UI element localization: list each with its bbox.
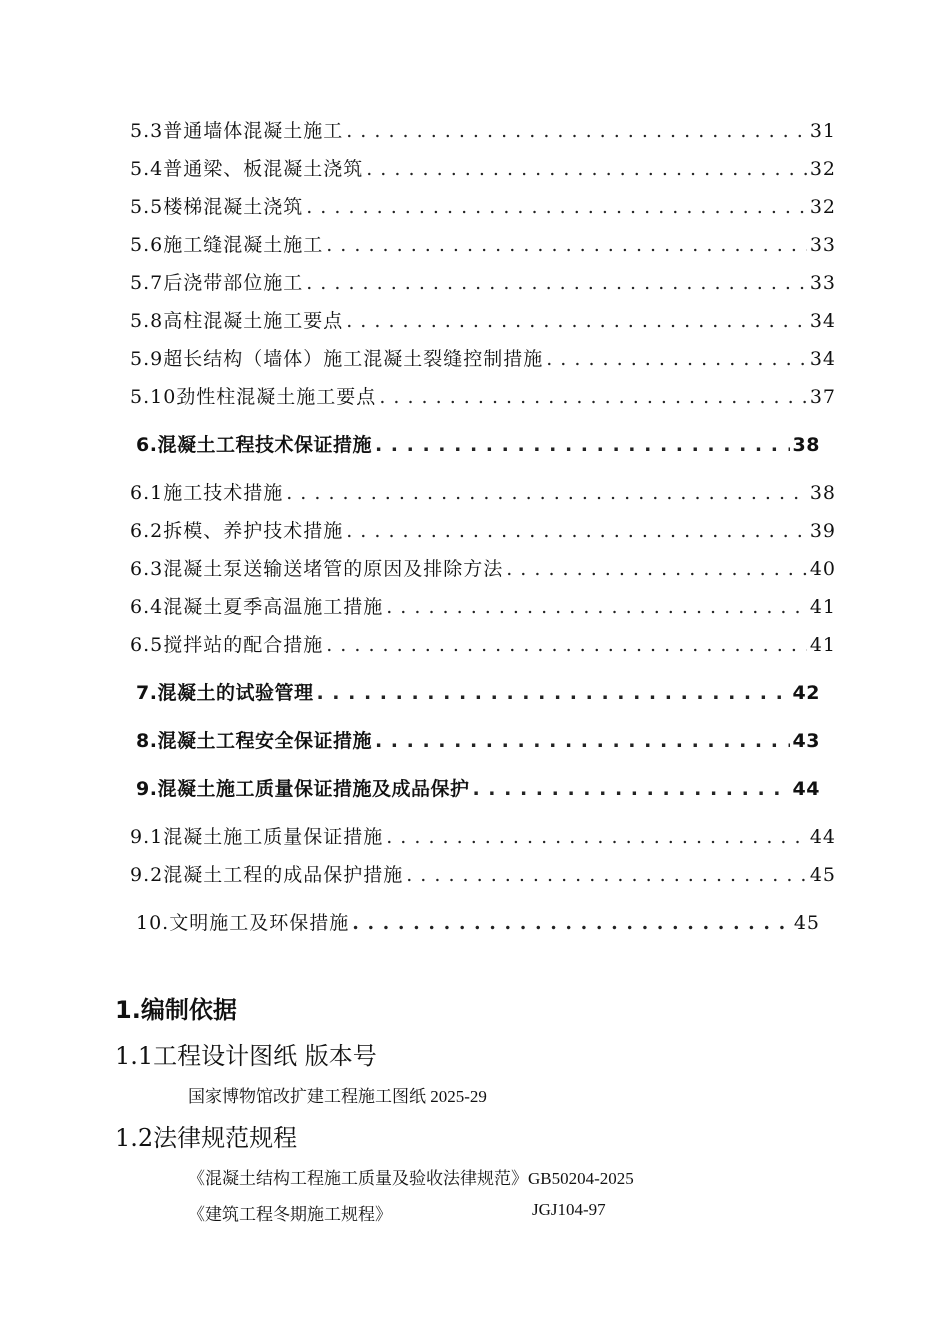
toc-entry[interactable] (130, 116, 836, 143)
toc-leader-dots (375, 434, 790, 456)
toc-entry[interactable] (130, 382, 836, 409)
drawing-reference-line: 国家博物馆改扩建工程施工图纸 2025-29 (188, 1087, 487, 1106)
toc-entry[interactable] (130, 306, 836, 333)
toc-entry[interactable] (130, 822, 836, 849)
toc-leader-dots (286, 482, 807, 504)
toc-entry-page: 42 (792, 682, 820, 704)
toc-entry-page: 45 (793, 912, 820, 934)
toc-leader-dots (386, 596, 807, 618)
toc-entry-page: 33 (809, 234, 836, 256)
toc-leader-dots (326, 234, 807, 256)
toc-leader-dots (386, 826, 807, 848)
toc-leader-dots (346, 520, 807, 542)
toc-entry[interactable] (130, 268, 836, 295)
section-heading-1: 1.编制依据 (115, 996, 237, 1024)
toc-entry-title: 6.混凝土工程技术保证措施 (136, 434, 372, 456)
toc-entry-title: 9.混凝土施工质量保证措施及成品保护 (136, 778, 470, 800)
toc-chapter-entry[interactable] (136, 430, 820, 457)
toc-chapter-entry[interactable] (136, 908, 820, 935)
toc-leader-dots (406, 864, 807, 886)
toc-entry-page: 40 (809, 558, 836, 580)
toc-entry[interactable] (130, 344, 836, 371)
toc-leader-dots (472, 778, 789, 800)
regulation-title: 《混凝土结构工程施工质量及验收法律规范》GB50204-2025 (188, 1169, 634, 1188)
toc-leader-dots (306, 272, 807, 294)
toc-leader-dots (346, 310, 807, 332)
toc-entry-page: 45 (809, 864, 836, 886)
toc-entry-page: 44 (809, 826, 836, 848)
toc-entry-title: 9.2混凝土工程的成品保护措施 (130, 864, 404, 886)
toc-entry-page: 34 (809, 348, 836, 370)
toc-entry-page: 41 (809, 596, 836, 618)
toc-entry[interactable] (130, 230, 836, 257)
toc-entry-title: 5.5楼梯混凝土浇筑 (130, 196, 304, 218)
subsection-heading-1-2: 1.2法律规范规程 (115, 1124, 298, 1152)
toc-entry-page: 31 (809, 120, 836, 142)
regulation-code: JGJ104-97 (532, 1200, 606, 1219)
toc-leader-dots (326, 634, 807, 656)
toc-entry-title: 8.混凝土工程安全保证措施 (136, 730, 372, 752)
toc-entry[interactable] (130, 554, 836, 581)
toc-entry-title: 6.5搅拌站的配合措施 (130, 634, 324, 656)
toc-entry[interactable] (130, 192, 836, 219)
toc-leader-dots (506, 558, 807, 580)
toc-entry[interactable] (130, 516, 836, 543)
subsection-heading-1-1: 1.1工程设计图纸 版本号 (115, 1042, 377, 1070)
toc-entry[interactable] (130, 860, 836, 887)
toc-leader-dots (546, 348, 807, 370)
toc-entry-title: 9.1混凝土施工质量保证措施 (130, 826, 384, 848)
toc-entry-page: 41 (809, 634, 836, 656)
toc-entry-title: 7.混凝土的试验管理 (136, 682, 314, 704)
toc-entry-title: 6.4混凝土夏季高温施工措施 (130, 596, 384, 618)
toc-entry-page: 32 (809, 158, 836, 180)
toc-entry-title: 5.10劲性柱混凝土施工要点 (130, 386, 377, 408)
toc-entry-page: 38 (809, 482, 836, 504)
toc-entry-title: 6.1施工技术措施 (130, 482, 284, 504)
toc-entry-title: 5.3普通墙体混凝土施工 (130, 120, 344, 142)
toc-leader-dots (306, 196, 807, 218)
toc-chapter-entry[interactable] (136, 726, 820, 753)
toc-entry[interactable] (130, 478, 836, 505)
toc-entry[interactable] (130, 630, 836, 657)
toc-entry-page: 33 (809, 272, 836, 294)
toc-entry-page: 44 (792, 778, 820, 800)
toc-entry-title: 5.8高柱混凝土施工要点 (130, 310, 344, 332)
regulation-title: 《建筑工程冬期施工规程》 (188, 1205, 392, 1224)
toc-entry-title: 6.2拆模、养护技术措施 (130, 520, 344, 542)
toc-leader-dots (316, 682, 789, 704)
toc-entry-title: 5.7后浇带部位施工 (130, 272, 304, 294)
toc-entry-title: 6.3混凝土泵送输送堵管的原因及排除方法 (130, 558, 504, 580)
toc-chapter-entry[interactable] (136, 678, 820, 705)
toc-entry-page: 39 (809, 520, 836, 542)
toc-entry-page: 32 (809, 196, 836, 218)
toc-entry-title: 5.4普通梁、板混凝土浇筑 (130, 158, 364, 180)
toc-leader-dots (375, 730, 790, 752)
toc-entry-title: 5.6施工缝混凝土施工 (130, 234, 324, 256)
toc-leader-dots (346, 120, 807, 142)
regulation-line (188, 1164, 634, 1189)
toc-entry-page: 43 (792, 730, 820, 752)
toc-entry[interactable] (130, 592, 836, 619)
toc-entry-page: 34 (809, 310, 836, 332)
toc-entry[interactable] (130, 154, 836, 181)
toc-leader-dots (379, 386, 807, 408)
toc-entry-title: 10.文明施工及环保措施 (136, 912, 350, 934)
toc-leader-dots (366, 158, 807, 180)
toc-leader-dots (352, 912, 791, 934)
regulation-line (188, 1200, 606, 1225)
toc-entry-title: 5.9超长结构（墙体）施工混凝土裂缝控制措施 (130, 348, 544, 370)
toc-entry-page: 37 (809, 386, 836, 408)
toc-chapter-entry[interactable] (136, 774, 820, 801)
toc-entry-page: 38 (792, 434, 820, 456)
